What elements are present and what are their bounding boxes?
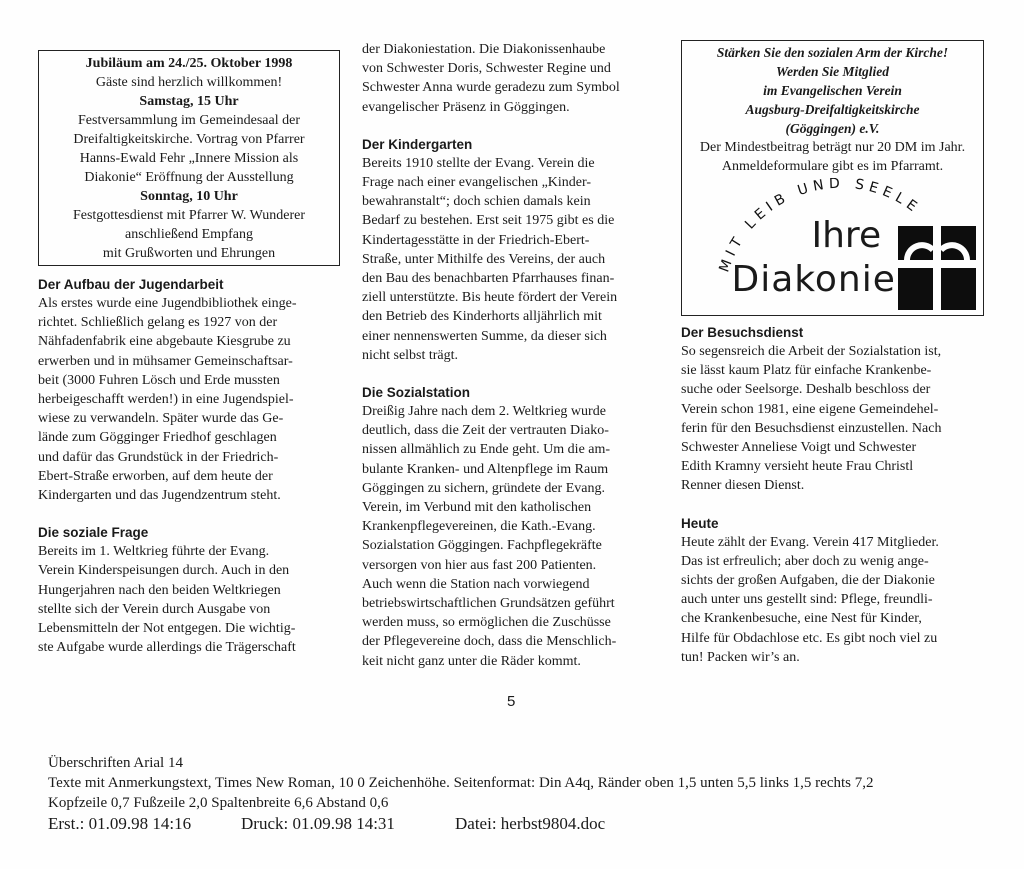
jubilaeum-welcome: Gäste sind herzlich willkommen! <box>95 75 283 90</box>
text-line: Edith Kramny versieht heute Frau Christl <box>681 459 914 475</box>
text-line: Kindergarten und das Jugendzentrum steht. <box>38 488 281 504</box>
column-right <box>681 40 984 667</box>
diakoniestation-text <box>362 40 658 117</box>
logo-arc-text: MIT LEIB UND SEELE <box>715 178 924 275</box>
text-line: einer nennenswerten Summe, da dieser sich <box>362 328 607 344</box>
text-line: keit nicht ganz unter die Räder kommt. <box>362 653 581 669</box>
text-line: auch unter uns gestellt sind: Pflege, freundli- <box>681 592 933 608</box>
saturday-line: Hanns-Ewald Fehr „Innere Mission als <box>79 151 299 166</box>
sozialstation-heading: Die Sozialstation <box>362 385 471 401</box>
heute-text <box>681 533 984 667</box>
text-line: nissen allmählich zu Ende geht. Um die am- <box>362 442 611 458</box>
text-line: ferin für den Besuchsdienst einzustellen. Nach <box>681 420 942 436</box>
text-line: Das ist erfreulich; aber doch zu wenig ange- <box>681 553 929 569</box>
document-footer <box>48 753 874 835</box>
text-line: Göggingen zu sichern, gründete der Evang. <box>362 480 605 496</box>
text-line: Renner diesen Dienst. <box>681 478 805 494</box>
text-line: ziell unterstützte. Bis heute fördert der Verein <box>362 290 618 306</box>
cta-line: Augsburg-Dreifaltigkeitskirche <box>745 102 920 117</box>
text-line: sie lässt kaum Platz für einfache Krankenbe- <box>681 363 932 379</box>
text-line: Auch wenn die Station nach vorwiegend <box>362 576 590 592</box>
text-line: Dreißig Jahre nach dem 2. Weltkrieg wurde <box>362 404 606 420</box>
besuchsdienst-text <box>681 342 984 496</box>
text-line: Verein, im Verbund mit den katholischen <box>362 500 592 516</box>
heute-heading: Heute <box>681 515 719 531</box>
text-line: sichts der großen Aufgaben, die der Diakonie <box>681 573 935 589</box>
membership-box <box>681 40 984 316</box>
soziale-frage-heading: Die soziale Frage <box>38 525 149 541</box>
text-line: Verein schon 1981, eine eigene Gemeindehel- <box>681 401 939 417</box>
footer-headings-note: Überschriften Arial 14 <box>48 755 183 771</box>
logo-ihre-text: Ihre <box>811 215 882 256</box>
text-line: richtet. Schließlich gelang es 1927 von der <box>38 315 278 331</box>
soziale-frage-text <box>38 542 340 657</box>
text-line: deutlich, dass die Zeit der vertrauten Diako- <box>362 423 609 439</box>
cta-line: Stärken Sie den sozialen Arm der Kirche! <box>716 45 949 60</box>
text-line: Ebert-Straße erworben, auf dem heute der <box>38 468 273 484</box>
jugendarbeit-text <box>38 294 340 505</box>
text-line: betriebswirtschaftlichen Grundsätzen geführt <box>362 596 615 612</box>
text-line: Krankenpflegevereinen, die Kath.-Evang. <box>362 519 596 535</box>
text-line: werden muss, so ermöglichen die Zuschüsse <box>362 615 611 631</box>
text-line: den Bau des benachbarten Pfarrhauses finan- <box>362 271 615 287</box>
text-line: che Krankenbesuche, eine Nest für Kinder, <box>681 611 922 627</box>
text-line: Sozialstation Göggingen. Fachpflegekräfte <box>362 538 602 554</box>
kindergarten-text <box>362 154 658 365</box>
jugendarbeit-heading: Der Aufbau der Jugendarbeit <box>38 277 224 292</box>
text-line: der Pflegevereine doch, dass die Menschlich- <box>362 634 617 650</box>
footer-filename: Datei: herbst9804.doc <box>455 814 606 833</box>
text-line: Als erstes wurde eine Jugendbibliothek einge- <box>38 296 297 311</box>
text-line: Schwester Anna wurde geradezu zum Symbol <box>362 80 620 96</box>
kindergarten-heading: Der Kindergarten <box>362 136 473 152</box>
text-line: tun! Packen wir’s an. <box>681 649 800 665</box>
saturday-line: Diakonie“ Eröffnung der Ausstellung <box>84 170 294 185</box>
text-line: Schwester Anneliese Voigt und Schwester <box>681 440 917 456</box>
text-line: Bereits im 1. Weltkrieg führte der Evang. <box>38 544 270 560</box>
text-line: Hilfe für Obdachlose etc. Es gibt noch viel zu <box>681 630 938 646</box>
sunday-line: anschließend Empfang <box>125 227 253 242</box>
text-line: wiese zu verwandeln. Später wurde das Ge- <box>38 411 284 427</box>
diakonie-logo <box>688 178 978 318</box>
text-line: bulante Kranken- und Altenpflege im Raum <box>362 461 609 477</box>
text-line: Straße, unter Mithilfe des Vereins, der auch <box>362 251 606 267</box>
cta-line: (Göggingen) e.V. <box>785 121 880 136</box>
text-line: So segensreich die Arbeit der Sozialstation ist, <box>681 344 942 359</box>
page-number: 5 <box>507 693 516 710</box>
text-line: evangelischer Präsenz in Göggingen. <box>362 99 570 115</box>
text-line: Frage nach einer evangelischen „Kinder- <box>362 175 592 191</box>
text-line: Hungerjahren nach den beiden Weltkriegen <box>38 582 281 598</box>
sunday-line: mit Grußworten und Ehrungen <box>102 246 276 261</box>
text-line: lände zum Gögginger Friedhof geschlagen <box>38 430 277 446</box>
sozialstation-text <box>362 402 658 671</box>
column-left <box>38 40 340 657</box>
cta-line: Werden Sie Mitglied <box>776 64 889 79</box>
footer-created: Erst.: 01.09.98 14:16 <box>48 814 192 833</box>
text-line: und dafür das Grundstück in der Friedrich- <box>38 449 279 465</box>
sunday-line: Festgottesdienst mit Pfarrer W. Wunderer <box>72 208 306 223</box>
text-line: Heute zählt der Evang. Verein 417 Mitglieder. <box>681 534 939 550</box>
text-line: Lebensmitteln der Not entgegen. Die wichtig- <box>38 621 296 637</box>
text-line: stellte sich der Verein durch Ausgabe von <box>38 601 271 617</box>
jubilaeum-box <box>38 50 340 266</box>
text-line: nicht selbst trägt. <box>362 347 459 363</box>
text-line: ste Aufgabe wurde allerdings die Trägerschaft <box>38 640 296 656</box>
text-line: Bereits 1910 stellte der Evang. Verein die <box>362 155 595 171</box>
footer-format-note: Texte mit Anmerkungstext, Times New Roman, 10 0 Zeichenhöhe. Seitenformat: Din A4q, Ränder oben 1,5 unten 5,5 links 1,5 rechts 7,2 <box>48 775 874 791</box>
forms-line: Anmeldeformulare gibt es im Pfarramt. <box>721 159 944 174</box>
text-line: herbeigeschafft werden!) in eine Jugendspiel- <box>38 392 294 408</box>
text-line: beit (3000 Fuhren Lösch und Erde mussten <box>38 372 280 388</box>
text-line: der Diakoniestation. Die Diakonissenhaube <box>362 42 606 57</box>
text-line: suche oder Seelsorge. Deshalb beschloss der <box>681 382 931 398</box>
text-line: Kindertagesstätte in der Friedrich-Ebert- <box>362 232 590 248</box>
text-line: Nähfadenfabrik eine abgebaute Kiesgrube zu <box>38 334 291 350</box>
saturday-heading: Samstag, 15 Uhr <box>139 94 239 109</box>
footer-printed: Druck: 01.09.98 14:31 <box>241 814 395 833</box>
text-line: den Betrieb des Kinderhorts alljährlich mit <box>362 309 602 325</box>
cta-line: im Evangelischen Verein <box>763 83 902 98</box>
saturday-line: Dreifaltigkeitskirche. Vortrag von Pfarrer <box>73 132 305 147</box>
footer-layout-note: Kopfzeile 0,7 Fußzeile 2,0 Spaltenbreite 6,6 Abstand 0,6 <box>48 795 389 811</box>
text-line: versorgen von hier aus fast 200 Patienten. <box>362 557 597 573</box>
jubilaeum-title: Jubiläum am 24./25. Oktober 1998 <box>85 56 293 71</box>
column-middle <box>362 40 658 671</box>
footer-file-info <box>48 813 874 835</box>
fee-line: Der Mindestbeitrag beträgt nur 20 DM im Jahr. <box>699 140 966 155</box>
text-line: von Schwester Doris, Schwester Regine und <box>362 61 611 77</box>
text-line: Bedarf zu bestehen. Erst seit 1975 gibt es die <box>362 213 615 229</box>
logo-diakonie-text: Diakonie <box>731 259 896 300</box>
diakonie-cross-icon <box>898 226 976 310</box>
text-line: bewahranstalt“; doch schien damals kein <box>362 194 591 210</box>
saturday-line: Festversammlung im Gemeindesaal der <box>78 113 300 128</box>
text-line: Verein Kinderspeisungen durch. Auch in den <box>38 563 290 579</box>
besuchsdienst-heading: Der Besuchsdienst <box>681 325 804 340</box>
sunday-heading: Sonntag, 10 Uhr <box>140 189 238 204</box>
text-line: erwerben und in mühsamer Gemeinschaftsar- <box>38 353 293 369</box>
